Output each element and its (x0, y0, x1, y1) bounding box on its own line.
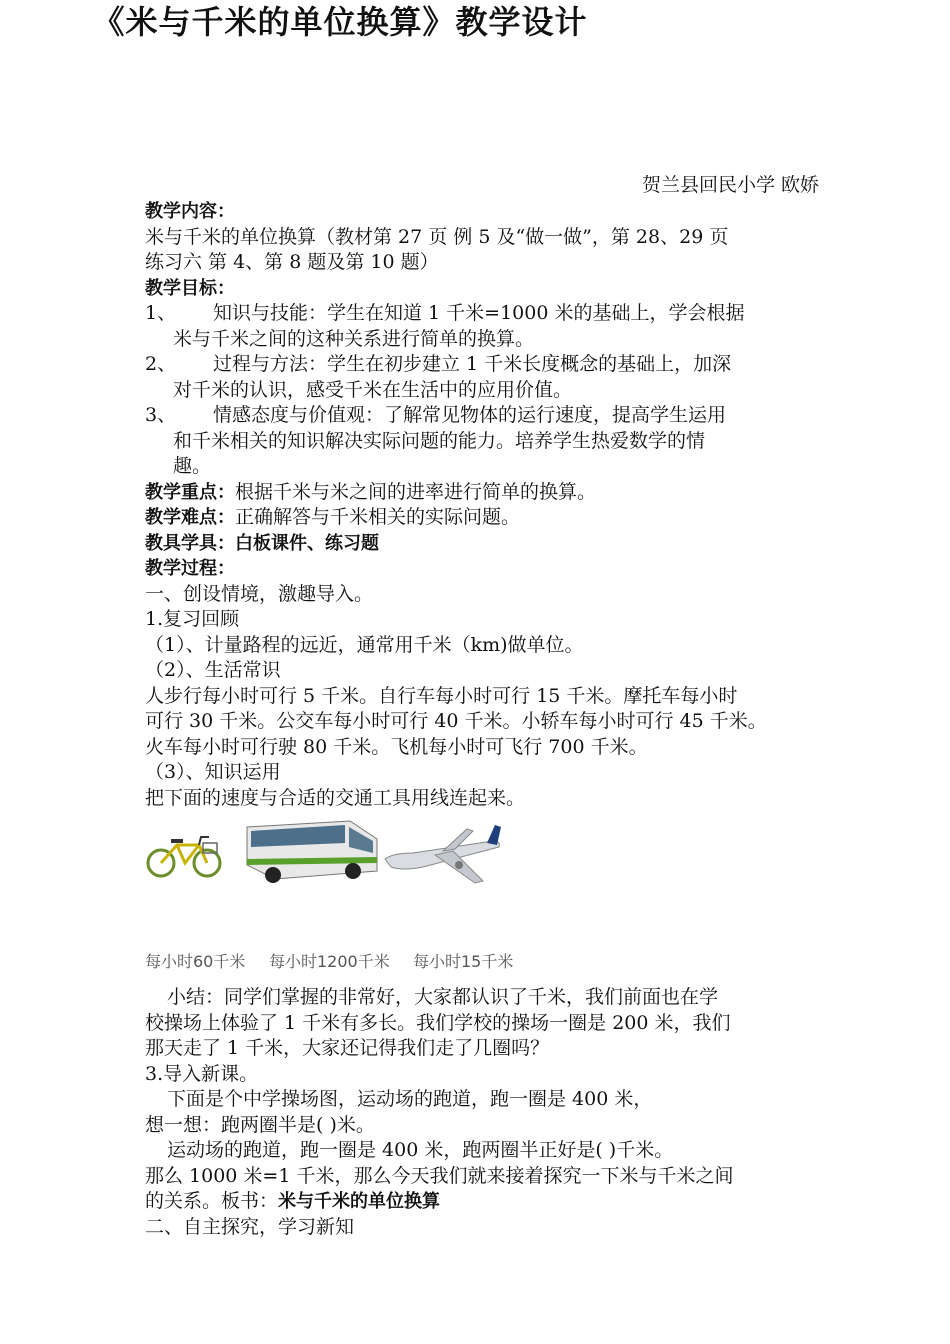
summary-line: 3.导入新课。 (145, 1062, 259, 1085)
section-heading: 二、自主探究，学习新知 (145, 1215, 355, 1238)
bus-icon (245, 819, 380, 887)
summary-line: 小结：同学们掌握的非常好，大家都认识了千米，我们前面也在学 (167, 986, 719, 1008)
process-line: 火车每小时可行驶 80 千米。飞机每小时可飞行 700 千米。 (145, 735, 648, 758)
process-line: 可行 30 千米。公交车每小时可行 40 千米。小轿车每小时可行 45 千米。 (145, 710, 767, 732)
content-line: 米与千米的单位换算（教材第 27 页 例 5 及“做一做”，第 28、29 页 (145, 225, 729, 248)
goal-number: 2、 (145, 353, 177, 375)
tools-text: 白板课件、练习题 (235, 532, 379, 554)
summary-line: 那么 1000 米=1 千米，那么今天我们就来接着探究一下米与千米之间 (145, 1164, 734, 1187)
airplane-icon (383, 821, 503, 901)
process-line: 人步行每小时可行 5 千米。自行车每小时可行 15 千米。摩托车每小时 (145, 684, 738, 707)
process-line: 把下面的速度与合适的交通工具用线连起来。 (145, 786, 526, 809)
summary-line: 下面是个中学操场图，运动场的跑道，跑一圈是 400 米， (167, 1088, 653, 1110)
key-point-text: 根据千米与米之间的进率进行简单的换算。 (235, 480, 597, 503)
process-line: （1）、计量路程的远近，通常用千米（km)做单位。 (145, 633, 584, 656)
process-line: （3）、知识运用 (145, 761, 281, 783)
difficulty-text: 正确解答与千米相关的实际问题。 (235, 506, 521, 528)
content-heading: 教学内容： (145, 201, 235, 222)
goal-item-1 (145, 301, 825, 352)
goal-text: 和千米相关的知识解决实际问题的能力。培养学生热爱数学的情 (173, 429, 706, 452)
summary-line: 运动场的跑道，跑一圈是 400 米，跑两圈半正好是( )千米。 (167, 1139, 674, 1161)
speed-label: 每小时1200千米 (269, 952, 390, 971)
tools (145, 531, 825, 557)
goal-text: 过程与方法：学生在初步建立 1 千米长度概念的基础上，加深 (213, 353, 732, 375)
board-text: 的关系。板书： (145, 1190, 279, 1212)
difficulty (145, 505, 825, 531)
summary-line: 那天走了 1 千米，大家还记得我们走了几圈吗？ (145, 1037, 550, 1059)
goal-item-2 (145, 352, 825, 403)
difficulty-label: 教学难点： (145, 507, 235, 528)
board-line (145, 1189, 825, 1215)
tools-label: 教具学具： (145, 532, 235, 554)
process-line: 1.复习回顾 (145, 608, 240, 630)
bicycle-icon (145, 829, 225, 879)
content-line: 练习六 第 4、第 8 题及第 10 题） (145, 251, 439, 273)
summary-line: 校操场上体验了 1 千米有多长。我们学校的操场一圈是 200 米，我们 (145, 1011, 731, 1034)
goal-item-3 (145, 403, 825, 480)
speed-label: 每小时15千米 (413, 952, 514, 971)
process-heading: 教学过程： (145, 558, 235, 579)
key-point (145, 480, 825, 506)
goals-heading: 教学目标： (145, 277, 235, 299)
vehicle-pictures (145, 819, 825, 949)
speed-label: 每小时60千米 (145, 952, 246, 971)
goal-text: 米与千米之间的这种关系进行简单的换算。 (173, 327, 535, 350)
page-title: 《米与千米的单位换算》教学设计 (92, 3, 588, 41)
author-line: 贺兰县回民小学 欧娇 (641, 174, 819, 196)
goal-text: 趣。 (173, 455, 212, 477)
goal-text: 情感态度与价值观：了解常见物体的运行速度，提高学生运用 (213, 404, 727, 426)
goal-number: 3、 (145, 404, 177, 426)
process-line: 一、创设情境，激趣导入。 (145, 582, 374, 605)
board-title: 米与千米的单位换算 (278, 1191, 441, 1212)
summary-line: 想一想：跑两圈半是( )米。 (145, 1113, 375, 1136)
goal-number: 1、 (145, 302, 177, 324)
goal-text: 对千米的认识，感受千米在生活中的应用价值。 (173, 378, 573, 401)
key-point-label: 教学重点： (145, 481, 235, 503)
speed-labels (145, 949, 825, 985)
goal-text: 知识与技能：学生在知道 1 千米=1000 米的基础上，学会根据 (213, 302, 745, 324)
process-line: （2）、生活常识 (145, 659, 281, 681)
